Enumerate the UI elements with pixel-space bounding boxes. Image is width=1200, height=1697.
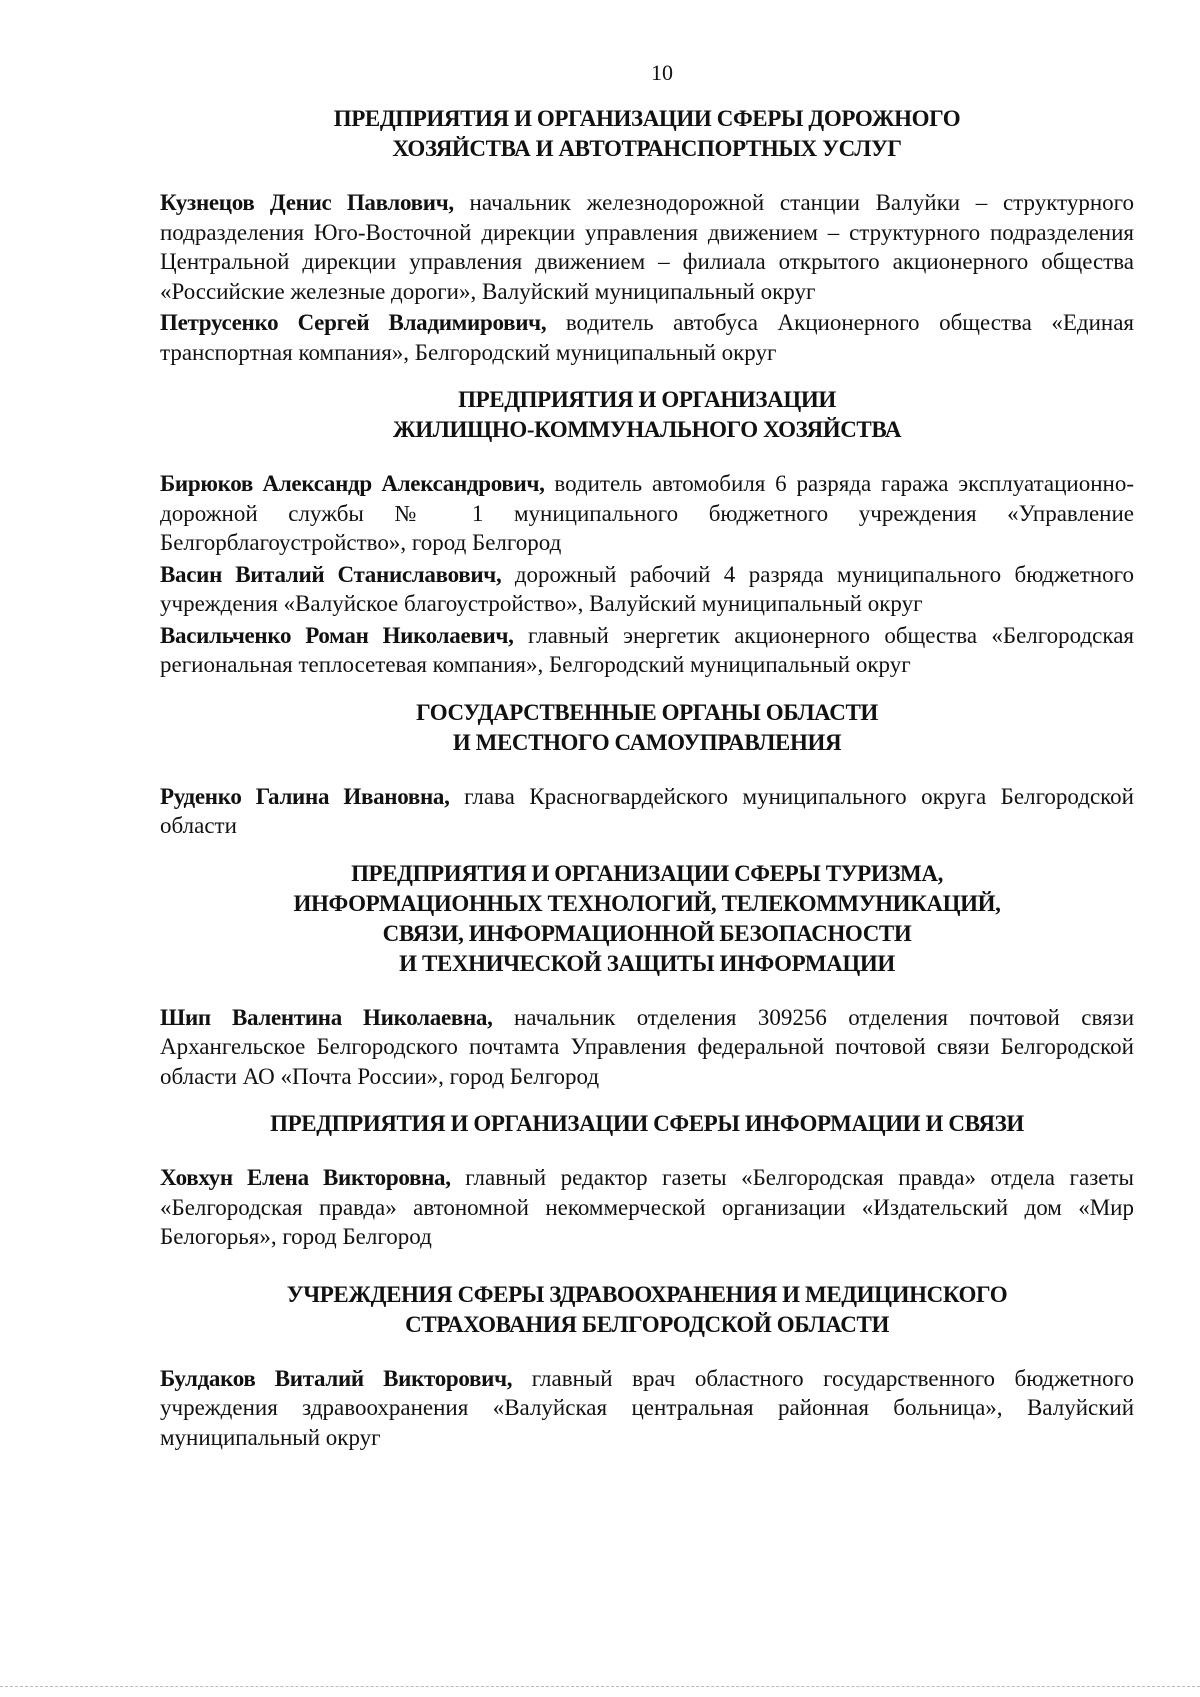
person-description: главный энергетик акционерного общества «Белгородская региональная теплосетевая компания», Белгородский муниципальный округ — [160, 622, 1134, 677]
section-title-line: ПРЕДПРИЯТИЯ И ОРГАНИЗАЦИИ — [458, 387, 836, 412]
section-title-line: ЖИЛИЩНО-КОММУНАЛЬНОГО ХОЗЯЙСТВА — [392, 417, 902, 442]
person-description: дорожный рабочий 4 разряда муниципального бюджетного учреждения «Валуйское благоустройство», Валуйский муниципальный округ — [160, 561, 1134, 616]
award-entry — [160, 1003, 1134, 1092]
award-entry — [160, 560, 1134, 619]
person-description: водитель автомобиля 6 разряда гаража эксплуатационно-дорожной службы № 1 муниципального бюджетного учреждения «Управление Белгорблагоустройство», город Белгород — [160, 471, 1134, 555]
person-name: Булдаков Виталий Викторович, — [160, 1365, 513, 1391]
section-title-line: ХОЗЯЙСТВА И АВТОТРАНСПОРТНЫХ УСЛУГ — [392, 136, 902, 161]
award-entry — [160, 621, 1134, 680]
section-road-transport — [160, 104, 1134, 367]
person-description: главный врач областного государственного бюджетного учреждения здравоохранения «Валуйская центральная районная больница», Валуйский муниципальный округ — [160, 1365, 1134, 1450]
person-description: начальник отделения 309256 отделения почтовой связи Архангельское Белгородского почтамта Управления федеральной почтовой связи Белгородской области АО «Почта России», город Белгород — [160, 1004, 1134, 1089]
section-title-line: СВЯЗИ, ИНФОРМАЦИОННОЙ БЕЗОПАСНОСТИ — [382, 920, 912, 946]
section-housing-utilities — [160, 385, 1134, 680]
person-name: Васильченко Роман Николаевич, — [160, 622, 514, 648]
section-title — [160, 1109, 1134, 1139]
section-tourism-it-telecom — [160, 859, 1134, 1092]
section-title-line: И ТЕХНИЧЕСКОЙ ЗАЩИТЫ ИНФОРМАЦИИ — [399, 950, 895, 976]
section-title-line: СТРАХОВАНИЯ БЕЛГОРОДСКОЙ ОБЛАСТИ — [405, 1311, 889, 1337]
person-name: Кузнецов Денис Павлович, — [160, 190, 454, 215]
section-title-line: ПРЕДПРИЯТИЯ И ОРГАНИЗАЦИИ СФЕРЫ ИНФОРМАЦИИ И СВЯЗИ — [270, 1111, 1024, 1136]
person-name: Васин Виталий Станиславович, — [160, 561, 502, 587]
section-title-line: И МЕСТНОГО САМОУПРАВЛЕНИЯ — [452, 729, 842, 755]
section-information-communication — [160, 1109, 1134, 1252]
person-name: Петрусенко Сергей Владимирович, — [160, 310, 547, 335]
section-title — [160, 104, 1134, 164]
section-title — [160, 698, 1134, 758]
section-title — [160, 1280, 1134, 1340]
award-entry — [160, 308, 1134, 367]
award-entry — [160, 1364, 1134, 1453]
person-name: Бирюков Александр Александрович, — [160, 471, 545, 496]
section-title-line: УЧРЕЖДЕНИЯ СФЕРЫ ЗДРАВООХРАНЕНИЯ И МЕДИЦИНСКОГО — [286, 1281, 1008, 1307]
person-description: начальник железнодорожной станции Валуйки – структурного подразделения Юго-Восточной дирекции управления движением – структурного подразделения Центральной дирекции управления движением – филиала открытого акционерного общества «Российские железные дороги», Валуйский муниципальный округ — [160, 190, 1135, 304]
section-title-line: ИНФОРМАЦИОННЫХ ТЕХНОЛОГИЙ, ТЕЛЕКОММУНИКАЦИЙ, — [293, 890, 1001, 916]
person-name: Шип Валентина Николаевна, — [160, 1004, 493, 1030]
section-healthcare — [160, 1280, 1134, 1453]
person-description: водитель автобуса Акционерного общества «Единая транспортная компания», Белгородский муниципальный округ — [160, 310, 1134, 365]
award-entry — [160, 782, 1134, 841]
section-title — [160, 859, 1134, 979]
person-description: главный редактор газеты «Белгородская правда» отдела газеты «Белгородская правда» автономной некоммерческой организации «Издательский дом «Мир Белогорья», город Белгород — [160, 1165, 1134, 1249]
scan-edge-line — [0, 1686, 1200, 1687]
person-name: Ховхун Елена Викторовна, — [160, 1165, 451, 1190]
section-title-line: ГОСУДАРСТВЕННЫЕ ОРГАНЫ ОБЛАСТИ — [416, 699, 878, 725]
section-title-line: ПРЕДПРИЯТИЯ И ОРГАНИЗАЦИИ СФЕРЫ ТУРИЗМА, — [351, 860, 943, 886]
award-entry — [160, 469, 1134, 558]
award-entry — [160, 1163, 1134, 1252]
section-title — [160, 385, 1134, 445]
section-title-line: ПРЕДПРИЯТИЯ И ОРГАНИЗАЦИИ СФЕРЫ ДОРОЖНОГО — [333, 106, 961, 131]
page-number: 10 — [651, 60, 673, 85]
award-entry — [160, 188, 1134, 306]
person-name: Руденко Галина Ивановна, — [160, 783, 450, 809]
person-description: глава Красногвардейского муниципального округа Белгородской области — [160, 783, 1134, 838]
section-government-bodies — [160, 698, 1134, 841]
